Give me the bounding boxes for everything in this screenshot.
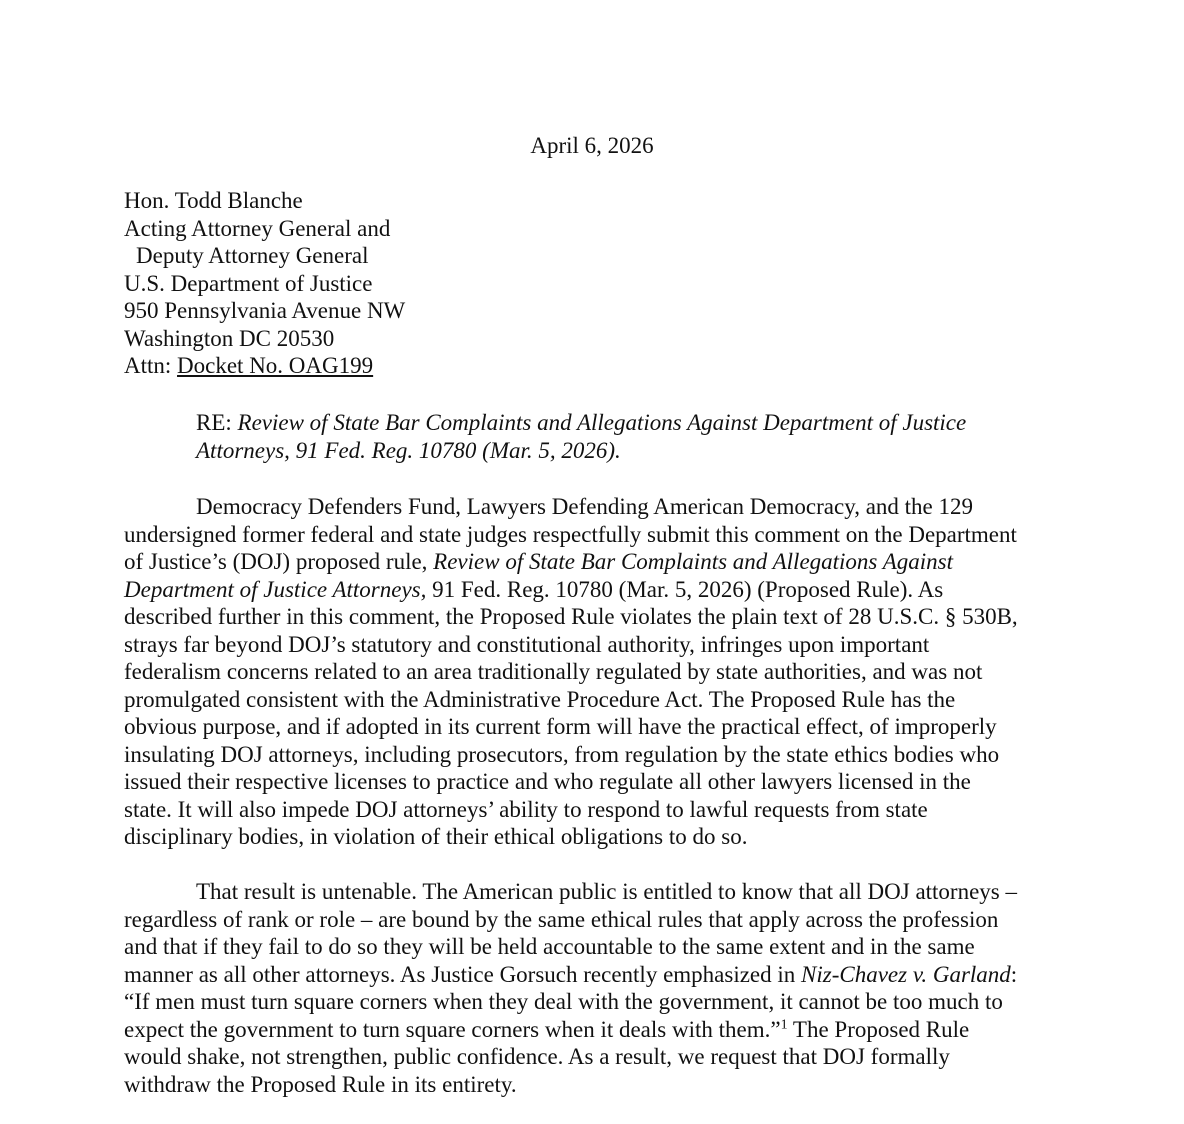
paragraph-1 — [124, 493, 1064, 851]
text-run: The Proposed Rule — [787, 1016, 970, 1042]
recipient-department: U.S. Department of Justice — [124, 270, 373, 296]
paragraph-1-line: state. It will also impede DOJ attorneys’ ability to respond to lawful requests from state — [124, 796, 928, 822]
text-run: : — [1010, 961, 1018, 987]
paragraph-2-line: withdraw the Proposed Rule in its entirety. — [124, 1071, 517, 1097]
recipient-title-line1: Acting Attorney General and — [124, 215, 391, 241]
paragraph-2-line — [124, 1016, 1064, 1044]
paragraph-1-line: undersigned former federal and state judges respectfully submit this comment on the Department — [124, 521, 1017, 547]
letter-date: April 6, 2026 — [530, 133, 654, 158]
paragraph-1-line — [124, 576, 1064, 604]
paragraph-1-line: Democracy Defenders Fund, Lawyers Defending American Democracy, and the 129 — [196, 494, 974, 519]
paragraph-2-line: regardless of rank or role – are bound by the same ethical rules that apply across the profession — [124, 906, 999, 932]
paragraph-1-line: disciplinary bodies, in violation of their ethical obligations to do so. — [124, 824, 748, 849]
recipient-name: Hon. Todd Blanche — [124, 188, 303, 213]
paragraph-1-line: obvious purpose, and if adopted in its current form will have the practical effect, of improperly — [124, 714, 997, 739]
recipient-title-line2: Deputy Attorney General — [136, 243, 369, 268]
docket-number: Docket No. OAG199 — [177, 353, 374, 378]
paragraph-2 — [124, 878, 1064, 1098]
re-line-1 — [196, 409, 1076, 437]
paragraph-2-line: “If men must turn square corners when they deal with the government, it cannot be too much to — [124, 989, 1003, 1014]
paragraph-1-line: insulating DOJ attorneys, including prosecutors, from regulation by the state ethics bodies who — [124, 741, 1000, 767]
footnote-marker[interactable]: 1 — [780, 1016, 788, 1032]
paragraph-1-line: promulgated consistent with the Administrative Procedure Act. The Proposed Rule has the — [124, 686, 956, 712]
recipient-city: Washington DC 20530 — [124, 325, 335, 351]
recipient-address-block — [124, 187, 405, 380]
paragraph-2-line — [124, 961, 1064, 989]
re-line-2 — [196, 437, 1076, 465]
text-run: expect the government to turn square corners when it deals with them.” — [124, 1016, 781, 1042]
recipient-street: 950 Pennsylvania Avenue NW — [124, 298, 406, 323]
paragraph-2-line: would shake, not strengthen, public confidence. As a result, we request that DOJ formally — [124, 1044, 950, 1069]
re-title-part2: Attorneys, 91 Fed. Reg. 10780 (Mar. 5, 2026). — [196, 437, 621, 463]
paragraph-2-line: That result is untenable. The American public is entitled to know that all DOJ attorneys – — [196, 879, 1018, 904]
paragraph-2-line: and that if they fail to do so they will be held accountable to the same extent and in the same — [124, 934, 975, 959]
text-run: 91 Fed. Reg. 10780 (Mar. 5, 2026) (Proposed Rule). As — [426, 576, 944, 602]
case-title-italic: Review of State Bar Complaints and Allegations Against — [433, 549, 953, 574]
re-prefix: RE: — [196, 410, 238, 435]
re-title-part1: Review of State Bar Complaints and Allegations Against Department of Justice — [237, 410, 967, 435]
text-run: manner as all other attorneys. As Justice Gorsuch recently emphasized in — [124, 961, 802, 987]
paragraph-1-line — [124, 548, 1064, 576]
text-run: of Justice’s (DOJ) proposed rule, — [124, 549, 434, 574]
paragraph-1-line: federalism concerns related to an area traditionally regulated by state authorities, and was not — [124, 659, 983, 684]
case-citation-italic: Niz-Chavez v. Garland — [801, 961, 1011, 987]
paragraph-1-line: described further in this comment, the Proposed Rule violates the plain text of 28 U.S.C. § 530B, — [124, 604, 1018, 629]
paragraph-1-line: strays far beyond DOJ’s statutory and constitutional authority, infringes upon important — [124, 631, 930, 657]
paragraph-1-line: issued their respective licenses to practice and who regulate all other lawyers licensed in the — [124, 769, 971, 794]
attn-line — [124, 352, 405, 380]
attn-prefix: Attn: — [124, 353, 178, 378]
case-title-italic: Department of Justice Attorneys, — [124, 576, 427, 602]
re-line — [196, 409, 1076, 464]
